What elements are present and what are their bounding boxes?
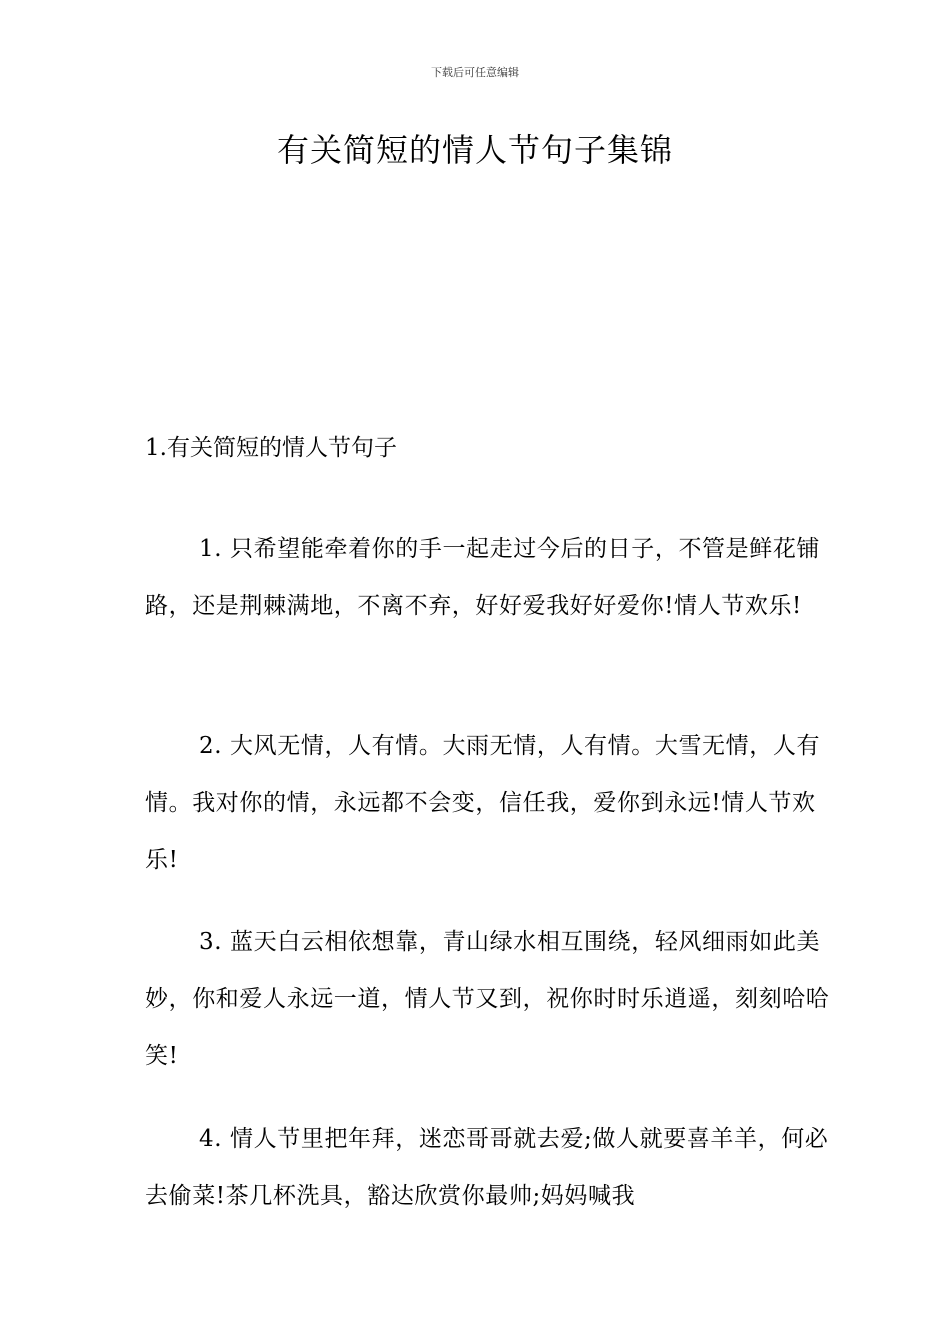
- paragraph-1: 1. 只希望能牵着你的手一起走过今后的日子，不管是鲜花铺路，还是荆棘满地，不离不弃，好好爱我好好爱你!情人节欢乐!: [145, 536, 821, 619]
- header-note: 下载后可任意编辑: [431, 66, 519, 79]
- paragraph-2: 2. 大风无情，人有情。大雨无情，人有情。大雪无情，人有情。我对你的情，永远都不会变，信任我，爱你到永远!情人节欢乐!: [145, 733, 821, 873]
- document-title: 有关简短的情人节句子集锦: [276, 131, 673, 169]
- section-heading: 1.有关简短的情人节句子: [145, 435, 397, 461]
- paragraph-3: 3. 蓝天白云相依想靠，青山绿水相互围绕，轻风细雨如此美妙，你和爱人永远一道，情人节又到，祝你时时乐逍遥，刻刻哈哈笑!: [145, 929, 830, 1069]
- paragraph-4: 4. 情人节里把年拜，迷恋哥哥就去爱;做人就要喜羊羊，何必去偷菜!茶几杯洗具，豁达欣赏你最帅;妈妈喊我: [145, 1126, 829, 1209]
